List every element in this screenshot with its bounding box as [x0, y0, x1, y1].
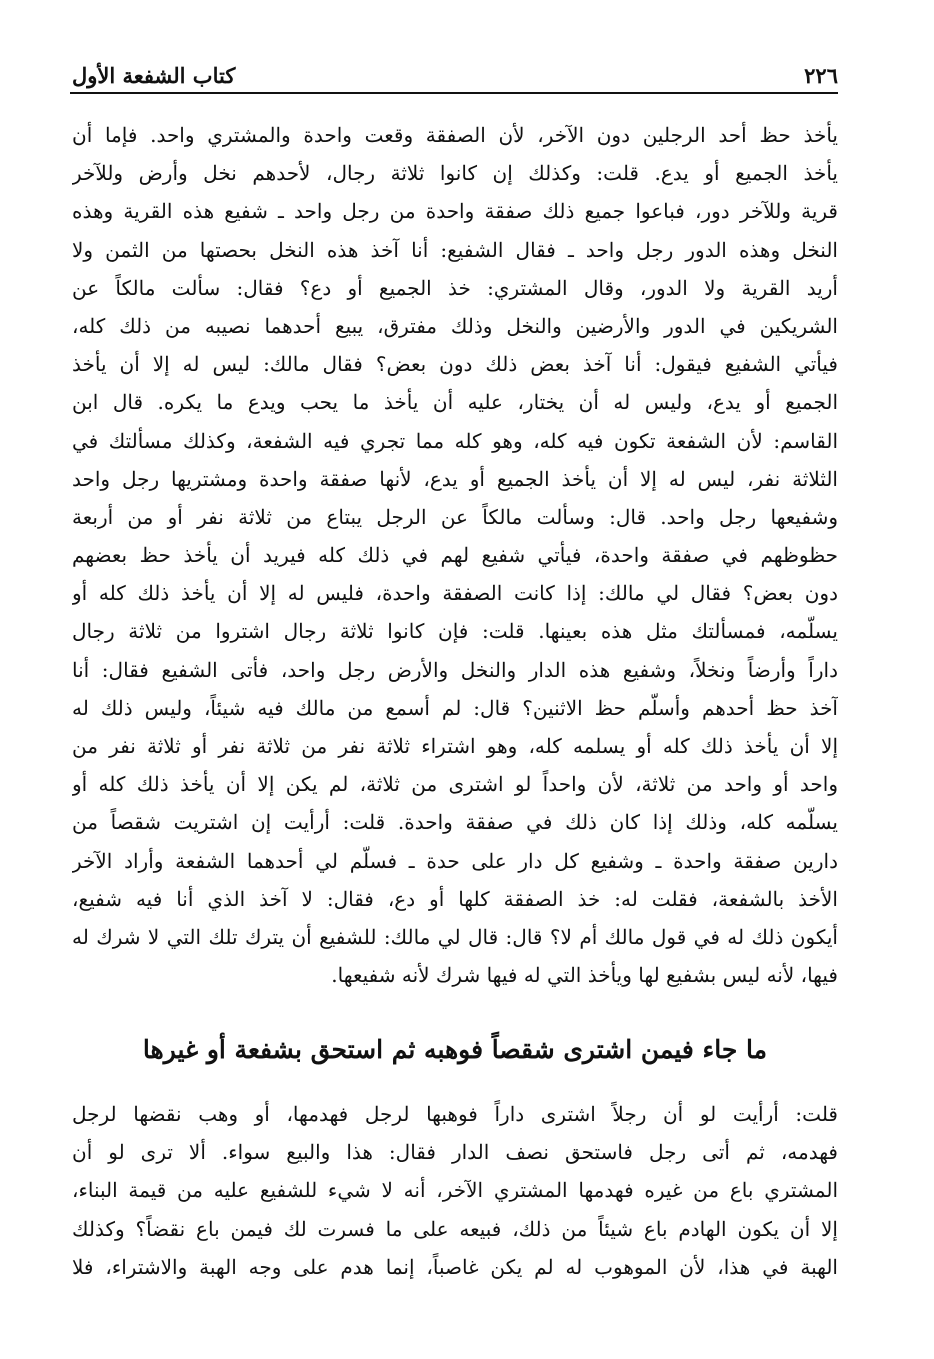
text-line: حظوظهم في صفقة واحدة، فيأتي شفيع لهم في ذلك كله فيريد أن يأخذ حظ بعضهم — [72, 543, 838, 568]
text-line: إلا أن يأخذ ذلك كله أو يسلمه كله، وهو اشتراء ثلاثة نفر من ثلاثة نفر أو ثلاثة نفر من — [72, 734, 838, 758]
text-line: داراً وأرضاً ونخلاً، وشفيع هذه الدار والنخل والأرض رجل واحد، فأتى الشفيع فقال: أنا — [72, 657, 838, 682]
section-heading: ما جاء فيمن اشترى شقصاً فوهبه ثم استحق بشفعة أو غيرها — [142, 1035, 768, 1064]
text-line: الجميع أو يدع، وليس له أن يختار، عليه أن يأخذ ما يحب ويدع ما يكره. قال ابن — [72, 390, 838, 415]
text-line: قرية وللآخر دور، فباعوا جميع ذلك صفقة واحدة من رجل واحد ـ شفيع هذه القرية وهذه — [72, 199, 838, 224]
page-number: ٢٢٦ — [804, 63, 838, 88]
text-line: القاسم: لأن الشفعة تكون فيه كله، وهو كله مما تجري فيه الشفعة، وكذلك مسألتك في — [72, 428, 838, 453]
text-line: يسلّمه كله، وذلك إذا كان ذلك في صفقة واحدة. قلت: أرأيت إن اشتريت شقصاً من — [72, 810, 838, 835]
body-text-section-2 — [72, 1095, 838, 1286]
running-header — [72, 56, 838, 88]
text-line: قلت: أرأيت لو أن رجلاً اشترى داراً فوهبها لرجل فهدمها، أو وهب نقضها لرجل — [72, 1102, 838, 1126]
text-line: يأخذ الجميع أو يدع. قلت: وكذلك إن كانوا ثلاثة رجال، لأحدهم نخل وأرض وللآخر — [72, 161, 838, 186]
text-line: الشريكين في الدور والأرضين والنخل وذلك مفترق، يبيع أحدهما نصيبه من ذلك كله، — [72, 313, 838, 338]
text-line: فيها، لأنه ليس بشفيع لها ويأخذ التي له فيها شرك لأنه شفيعها. — [331, 963, 838, 988]
text-line: يأخذ حظ أحد الرجلين دون الآخر، لأن الصفقة وقعت واحدة والمشتري واحد. فإما أن — [72, 123, 838, 147]
text-line: أيكون ذلك له في قول مالك أم لا؟ قال: قال لي مالك: للشفيع أن يترك تلك التي لا شرك له — [72, 924, 838, 949]
text-line: الهبة في هذا، لأن الموهوب له لم يكن غاصباً، إنما هدم على وجه الهبة والاشتراء، فلا — [72, 1254, 838, 1279]
text-line: دارين صفقة واحدة ـ وشفيع كل دار على حدة ـ فسلّم لي أحدهما الشفعة وأراد الآخر — [72, 848, 838, 873]
text-line: دون بعض؟ فقال لي مالك: إذا كانت الصفقة واحدة، فليس له إلا أن يأخذ ذلك كله أو — [72, 581, 838, 606]
text-line: الثلاثة نفر، ليس له إلا أن يأخذ الجميع أو يدع، لأنها صفقة واحدة ومشتريها رجل واحد — [72, 466, 838, 491]
text-line: واحد أو واحد من ثلاثة، لأن واحداً لو اشترى من ثلاثة، لم يكن إلا أن يأخذ ذلك كله أو — [72, 772, 838, 797]
text-line: آخذ حظ أحدهم وأسلّم حظ الاثنين؟ قال: لم أسمع من مالك فيه شيئاً، وليس ذلك له — [72, 695, 838, 720]
text-line: وشفيعها رجل واحد. قال: وسألت مالكاً عن الرجل يبتاع من ثلاثة نفر أو من أربعة — [72, 504, 838, 529]
text-line: إلا أن يكون الهادم باع شيئاً من ذلك، فبيعه على ما فسرت لك فيمن باع نقضاً؟ وكذلك — [72, 1216, 838, 1241]
text-line: أريد القرية ولا الدور، وقال المشتري: خذ الجميع أو دع؟ فقال: سألت مالكاً عن — [72, 275, 838, 300]
text-line: الأخذ بالشفعة، فقلت له: خذ الصفقة كلها أو دع، فقال: لا آخذ الذي أنا فيه شفيع، — [72, 886, 838, 911]
text-line: المشتري باع من غيره فهدمها المشتري الآخر، أنه لا شيء للشفيع عليه من قيمة البناء، — [72, 1178, 838, 1203]
text-line: يسلّمه، فمسألتك مثل هذه بعينها. قلت: فإن كانوا ثلاثة رجال اشتروا من ثلاثة رجال — [72, 619, 838, 644]
text-line: النخل وهذه الدور رجل واحد ـ فقال الشفيع: أنا آخذ هذه النخل بحصتها من الثمن ولا — [72, 237, 838, 262]
book-title: كتاب الشفعة الأول — [72, 63, 236, 88]
header-divider — [70, 92, 838, 94]
body-text-section-1 — [72, 116, 838, 994]
text-line: فهدمه، ثم أتى رجل فاستحق نصف الدار فقال: هذا والبيع سواء. ألا ترى لو أن — [72, 1140, 838, 1165]
text-line: فيأتي الشفيع فيقول: أنا آخذ بعض ذلك دون بعض؟ فقال مالك: ليس له إلا أن يأخذ — [72, 352, 838, 377]
